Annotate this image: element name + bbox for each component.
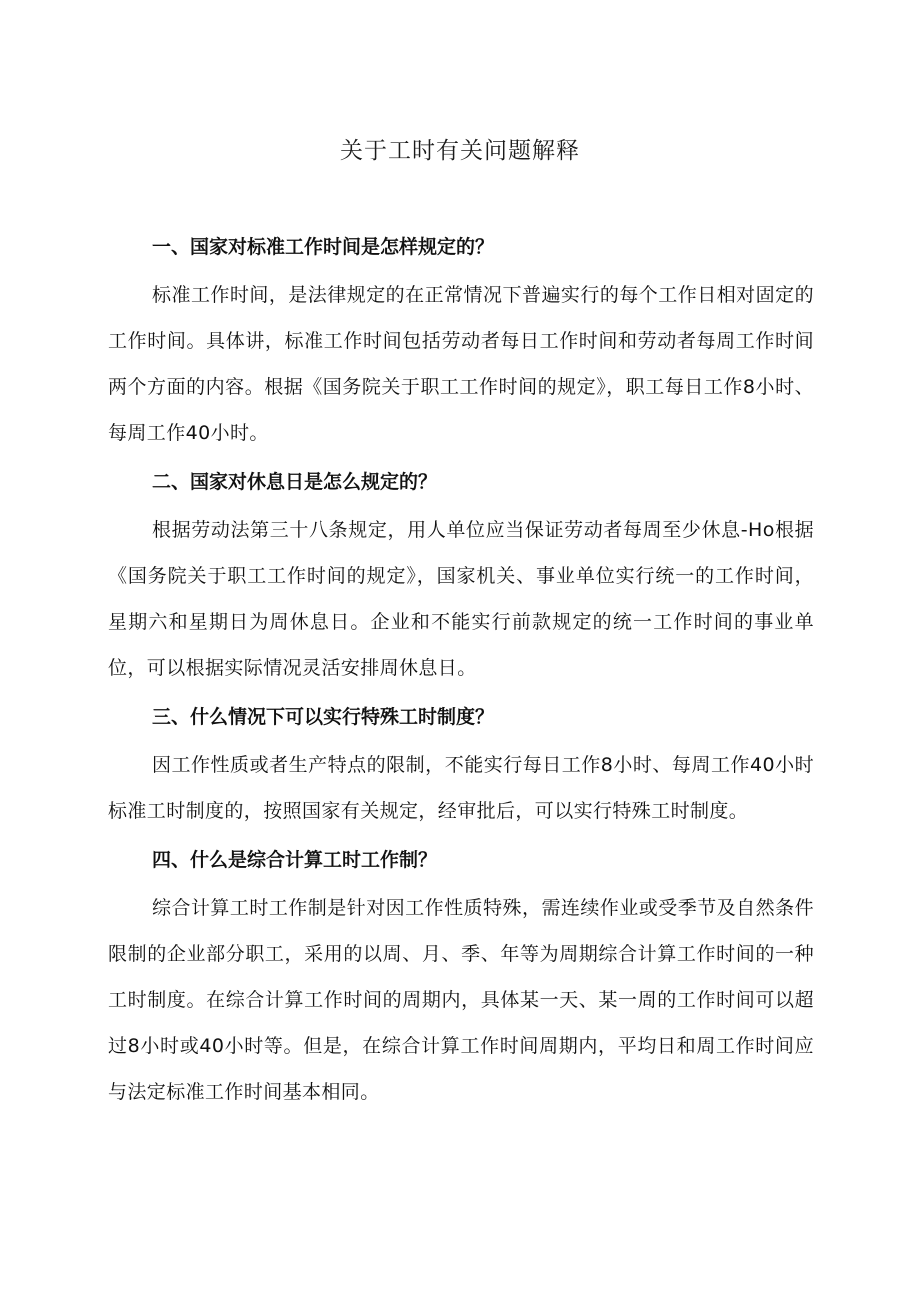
section-paragraph: 因工作性质或者生产特点的限制，不能实行每日工作8小时、每周工作40小时标准工时制度的，按照国家有关规定，经审批后，可以实行特殊工时制度。 bbox=[108, 754, 814, 822]
section-heading: 一、国家对标准工作时间是怎样规定的？ bbox=[152, 236, 495, 258]
section-paragraph: 根据劳动法第三十八条规定，用人单位应当保证劳动者每周至少休息-Ho根据《国务院关于职工工作时间的规定》，国家机关、事业单位实行统一的工作时间，星期六和星期日为周休息日。企业和不能实行前款规定的统一工作时间的事业单位，可以根据实际情况灵活安排周休息日。 bbox=[108, 519, 814, 679]
section-rest-days bbox=[108, 457, 814, 691]
document-body bbox=[108, 222, 814, 1116]
section-heading: 二、国家对休息日是怎么规定的？ bbox=[152, 471, 438, 493]
section-special-hours bbox=[108, 692, 814, 834]
section-heading: 四、什么是综合计算工时工作制？ bbox=[152, 849, 438, 871]
document-title: 关于工时有关问题解释 bbox=[340, 138, 580, 164]
section-paragraph: 综合计算工时工作制是针对因工作性质特殊，需连续作业或受季节及自然条件限制的企业部分职工，采用的以周、月、季、年等为周期综合计算工作时间的一种工时制度。在综合计算工作时间的周期内，具体某一天、某一周的工作时间可以超过8小时或40小时等。但是，在综合计算工作时间周期内，平均日和周工作时间应与法定标准工作时间基本相同。 bbox=[108, 897, 814, 1103]
section-standard-hours bbox=[108, 222, 814, 456]
section-comprehensive-hours bbox=[108, 835, 814, 1115]
section-paragraph: 标准工作时间，是法律规定的在正常情况下普遍实行的每个工作日相对固定的工作时间。具体讲，标准工作时间包括劳动者每日工作时间和劳动者每周工作时间两个方面的内容。根据《国务院关于职工工作时间的规定》，职工每日工作8小时、每周工作40小时。 bbox=[108, 284, 814, 444]
section-heading: 三、什么情况下可以实行特殊工时制度？ bbox=[152, 706, 495, 728]
